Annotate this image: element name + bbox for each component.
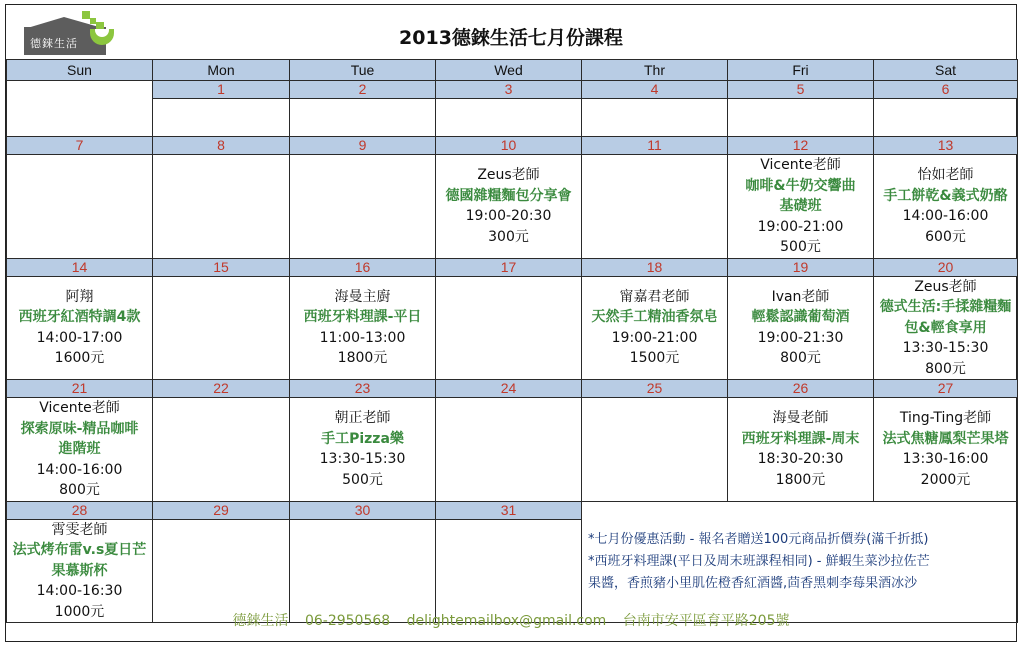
week-row — [7, 398, 1018, 502]
weekday-thu: Thr — [582, 60, 728, 81]
course-title: 法式烤布雷v.s夏日芒 — [12, 542, 147, 558]
day-cell — [153, 155, 290, 259]
course-title: 法式焦糖鳳梨芒果塔 — [882, 430, 1009, 447]
day-cell — [874, 398, 1018, 502]
course-detail: 霄雯老師 — [51, 521, 108, 538]
date-number: 25 — [582, 380, 728, 398]
day-cell — [290, 398, 436, 502]
day-cell — [290, 155, 436, 259]
week-row — [7, 276, 1018, 380]
course-detail: 14:00-16:00 — [36, 461, 123, 478]
course-title: 探索原味-精品咖啡 — [20, 420, 139, 437]
course-title: 基礎班 — [779, 198, 822, 214]
date-number: 7 — [7, 137, 153, 155]
page-title: 2013德錸生活七月份課程 — [399, 27, 623, 49]
date-number: 8 — [153, 137, 290, 155]
date-number: 9 — [290, 137, 436, 155]
day-cell — [7, 276, 153, 380]
date-number: 28 — [7, 501, 153, 519]
course-title: 輕鬆認識葡萄酒 — [751, 309, 850, 326]
date-number-row — [7, 501, 1018, 519]
footer-name: 德錸生活 — [232, 613, 289, 629]
course-title: 德國雜糧麵包分享會 — [445, 187, 572, 204]
note-line: *七月份優惠活動 - 報名者贈送100元商品折價券(滿千折抵) — [588, 531, 929, 547]
day-cell — [153, 276, 290, 380]
date-number: 2 — [290, 81, 436, 99]
day-cell — [874, 155, 1018, 259]
course-detail: 13:30-15:30 — [902, 340, 989, 356]
course-detail: Zeus老師 — [477, 167, 540, 184]
date-number: 15 — [153, 258, 290, 276]
date-number: 3 — [436, 81, 582, 99]
footer-address: 台南市安平區育平路205號 — [622, 613, 790, 629]
course-detail: 1500元 — [629, 350, 680, 367]
day-cell — [7, 398, 153, 502]
footer-phone: 06-2950568 — [304, 613, 391, 629]
course-detail: 600元 — [925, 228, 966, 245]
course-detail: 13:30-16:00 — [902, 451, 989, 468]
course-title: 西班牙紅酒特調4款 — [18, 309, 141, 326]
course-detail: 1800元 — [337, 350, 388, 367]
course-title: 進階班 — [58, 441, 101, 457]
date-number: 12 — [728, 137, 874, 155]
date-number: 13 — [874, 137, 1018, 155]
course-detail: 19:00-20:30 — [465, 208, 552, 225]
course-detail: 18:30-20:30 — [757, 451, 844, 468]
calendar-table — [6, 59, 1018, 623]
course-detail: 海曼主廚 — [334, 288, 391, 305]
date-number: 6 — [874, 81, 1018, 99]
course-title: 果慕斯杯 — [51, 562, 108, 579]
footer-contact — [6, 602, 1016, 640]
date-number: 27 — [874, 380, 1018, 398]
date-number: 5 — [728, 81, 874, 99]
course-detail: 14:00-16:30 — [36, 583, 123, 599]
day-cell — [7, 155, 153, 259]
course-detail: 13:30-15:30 — [319, 451, 406, 468]
course-detail: 朝正老師 — [334, 410, 391, 427]
date-number: 29 — [153, 501, 290, 519]
weekday-tue: Tue — [290, 60, 436, 81]
date-number: 4 — [582, 81, 728, 99]
header — [6, 5, 1016, 59]
weekday-sun: Sun — [7, 60, 153, 81]
date-number: 26 — [728, 380, 874, 398]
date-number-row — [7, 137, 1018, 155]
day-cell — [582, 99, 728, 137]
course-title: 手工Pizza樂 — [321, 430, 404, 447]
weekday-sat: Sat — [874, 60, 1018, 81]
day-cell — [153, 99, 290, 137]
course-detail: 19:00-21:00 — [611, 329, 698, 346]
course-detail: 2000元 — [920, 471, 971, 488]
date-number: 31 — [436, 501, 582, 519]
course-title: 西班牙料理課-平日 — [303, 309, 422, 326]
course-detail: 14:00-16:00 — [902, 208, 989, 225]
course-detail: 500元 — [342, 471, 383, 488]
course-detail: 19:00-21:00 — [757, 218, 844, 235]
date-number-row — [7, 258, 1018, 276]
date-number: 1 — [153, 81, 290, 99]
course-detail: 甯嘉君老師 — [619, 288, 690, 305]
weekday-fri: Fri — [728, 60, 874, 81]
day-cell — [582, 155, 728, 259]
week-row — [7, 99, 1018, 137]
logo-text: 德錸生活 — [30, 37, 78, 50]
weekday-mon: Mon — [153, 60, 290, 81]
day-cell — [728, 276, 874, 380]
day-cell — [874, 276, 1018, 380]
day-cell — [153, 398, 290, 502]
date-number: 24 — [436, 380, 582, 398]
day-cell — [728, 99, 874, 137]
note-line: *西班牙料理課(平日及周末班課程相同) - 鮮蝦生菜沙拉佐芒 — [588, 553, 930, 569]
date-number — [7, 81, 153, 137]
week-row — [7, 155, 1018, 259]
date-number: 14 — [7, 258, 153, 276]
date-number-row — [7, 81, 1018, 99]
footer-email[interactable]: delightemailbox@gmail.com — [406, 613, 607, 629]
course-detail: 阿翔 — [65, 288, 94, 305]
course-title: 德式生活:手揉雜糧麵 — [879, 299, 1012, 315]
course-title: 咖啡&牛奶交響曲 — [745, 177, 856, 194]
day-cell — [290, 276, 436, 380]
day-cell — [874, 99, 1018, 137]
date-number: 23 — [290, 380, 436, 398]
day-cell — [436, 155, 582, 259]
course-title: 西班牙料理課-周末 — [741, 430, 860, 447]
day-cell — [582, 398, 728, 502]
course-detail: Vicente老師 — [760, 157, 841, 173]
course-detail: 500元 — [780, 239, 821, 255]
note-line: 果醬，香煎豬小里肌佐橙香紅酒醬,茴香黑刺李莓果酒冰沙 — [588, 575, 918, 591]
course-detail: 怡如老師 — [917, 167, 974, 184]
date-number: 16 — [290, 258, 436, 276]
course-detail: 1800元 — [775, 471, 826, 488]
date-number: 17 — [436, 258, 582, 276]
date-number: 10 — [436, 137, 582, 155]
course-detail: Vicente老師 — [39, 400, 120, 416]
course-title: 包&輕食享用 — [904, 319, 987, 336]
day-cell — [436, 398, 582, 502]
course-detail: 1600元 — [54, 350, 105, 367]
course-detail: 海曼老師 — [772, 410, 829, 427]
course-detail: 800元 — [780, 350, 821, 367]
date-number: 18 — [582, 258, 728, 276]
course-detail: 14:00-17:00 — [36, 329, 123, 346]
course-detail: Zeus老師 — [914, 278, 977, 295]
course-detail: 11:00-13:00 — [319, 329, 406, 346]
course-detail: 1000元 — [54, 603, 105, 620]
date-number: 11 — [582, 137, 728, 155]
course-detail: 800元 — [59, 482, 100, 498]
day-cell — [728, 398, 874, 502]
weekday-header-row — [7, 60, 1018, 81]
weekday-wed: Wed — [436, 60, 582, 81]
date-number: 30 — [290, 501, 436, 519]
day-cell — [728, 155, 874, 259]
day-cell — [436, 276, 582, 380]
day-cell — [290, 99, 436, 137]
day-cell — [436, 99, 582, 137]
date-number: 20 — [874, 258, 1018, 276]
course-detail: 300元 — [488, 228, 529, 245]
course-detail: 800元 — [925, 360, 966, 377]
date-number-row — [7, 380, 1018, 398]
date-number: 19 — [728, 258, 874, 276]
date-number: 22 — [153, 380, 290, 398]
course-title: 天然手工精油香氛皂 — [591, 309, 718, 326]
course-detail: Ting-Ting老師 — [899, 410, 992, 427]
day-cell — [582, 276, 728, 380]
date-number: 21 — [7, 380, 153, 398]
course-detail: 19:00-21:30 — [757, 329, 844, 346]
course-title: 手工餅乾&義式奶酪 — [883, 187, 1008, 204]
course-detail: Ivan老師 — [771, 288, 830, 305]
